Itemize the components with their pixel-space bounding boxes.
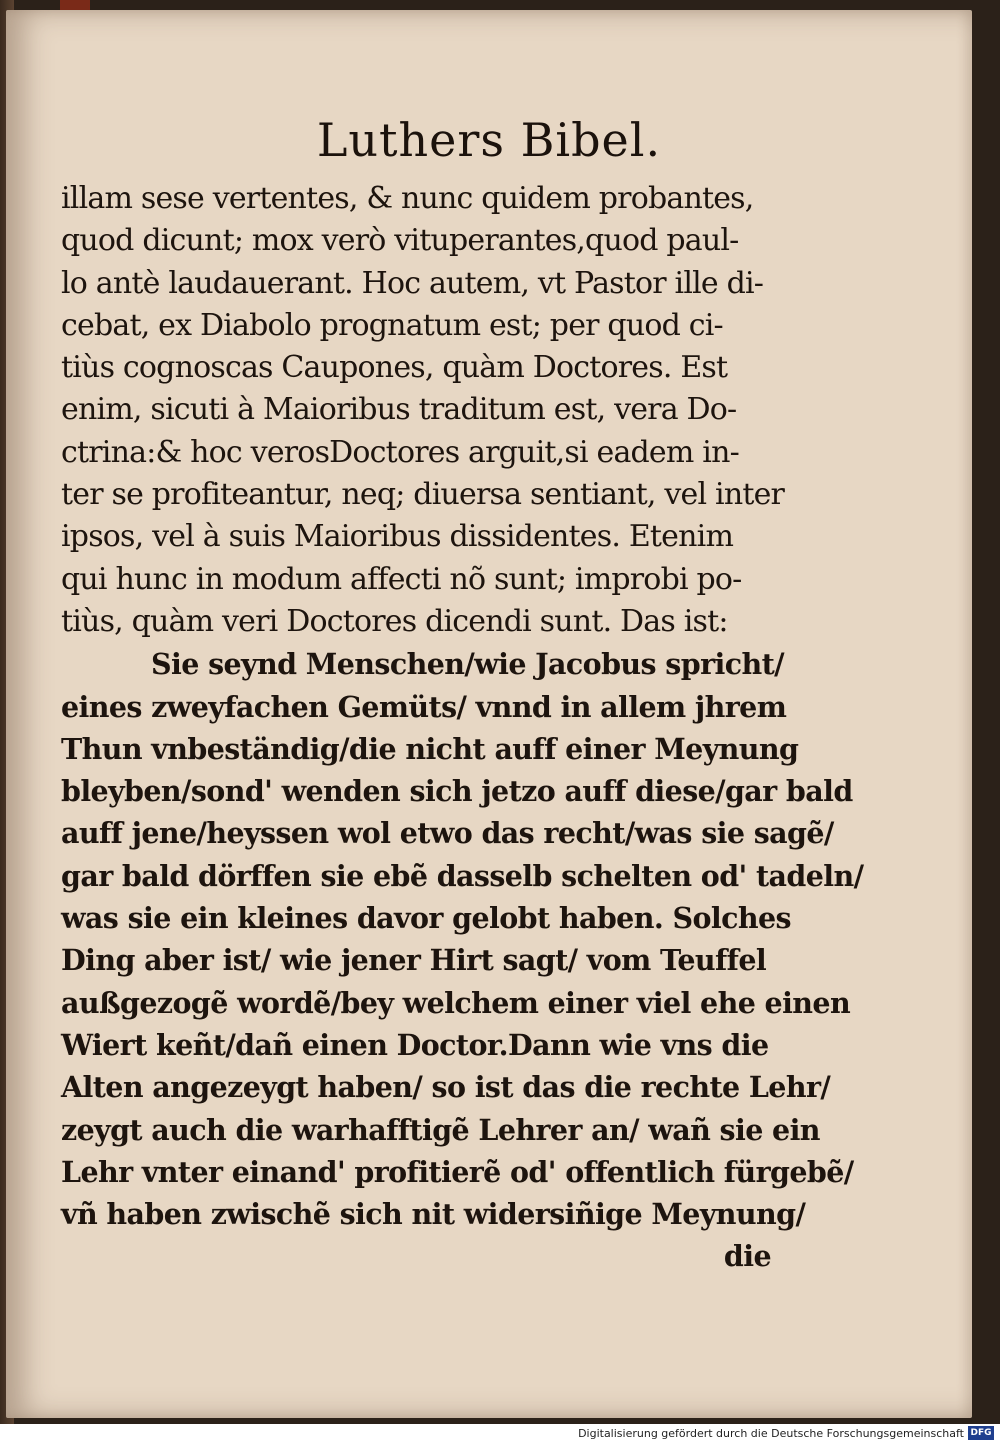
text-block [61,178,864,1278]
text-line: bleyben/sond' wenden sich jetzo auff diese/gar bald [61,774,853,809]
text-line: Ding aber ist/ wie jener Hirt sagt/ vom Teuffel [61,943,767,978]
text-line: enim, sicuti à Maioribus traditum est, vera Do- [61,392,737,428]
catchword: die [723,1239,771,1274]
text-line: Wiert keñt/dañ einen Doctor.Dann wie vns die [61,1027,769,1062]
text-line: quod dicunt; mox verò vituperantes,quod paul- [61,223,739,259]
text-line: lo antè laudauerant. Hoc autem, vt Pastor ille di- [61,265,764,301]
text-line: gar bald dörffen sie ebẽ dasselb schelten od' tadeln/ [61,858,864,893]
text-line: Lehr vnter einand' profitierẽ od' offentlich fürgebẽ/ [61,1154,854,1189]
text-line: qui hunc in modum affecti nõ sunt; improbi po- [61,561,742,597]
text-line: illam sese vertentes, & nunc quidem probantes, [61,181,754,216]
text-line: zeygt auch die warhafftigẽ Lehrer an/ wañ sie ein [61,1112,820,1147]
text-line: ctrina:& hoc verosDoctores arguit,si eadem in- [61,434,739,470]
text-line: Thun vnbeständig/die nicht auff einer Meynung [61,731,799,766]
text-line: auff jene/heyssen wol etwo das recht/was sie sagẽ/ [61,816,834,851]
ribbon-mark [60,0,90,10]
text-line: tiùs, quàm veri Doctores dicendi sunt. Das ist: [61,603,728,639]
text-line: eines zweyfachen Gemüts/ vnnd in allem jhrem [61,689,787,724]
text-line: Alten angezeygt haben/ so ist das die rechte Lehr/ [61,1070,831,1105]
text-line: was sie ein kleines davor gelobt haben. Solches [61,901,791,936]
text-line: vñ haben zwischẽ sich nit widersiñige Meynung/ [61,1197,806,1232]
text-line: außgezogẽ wordẽ/bey welchem einer viel ehe einen [61,985,851,1020]
footer-credit: Digitalisierung gefördert durch die Deutsche Forschungsgemeinschaft [578,1427,964,1440]
text-line: ter se profiteantur, neq; diuersa sentiant, vel inter [61,477,785,513]
text-line: ipsos, vel à suis Maioribus dissidentes. Etenim [61,519,734,555]
text-line: tiùs cognoscas Caupones, quàm Doctores. Est [61,350,728,386]
running-head: Luthers Bibel. [316,113,662,167]
dfg-logo-icon: DFG [968,1426,994,1440]
german-paragraph [61,643,864,1277]
book-page [6,10,972,1418]
text-line: cebat, ex Diabolo prognatum est; per quod ci- [61,307,723,343]
text-line: Sie seynd Menschen/wie Jacobus spricht/ [151,647,784,682]
latin-paragraph [61,178,785,643]
